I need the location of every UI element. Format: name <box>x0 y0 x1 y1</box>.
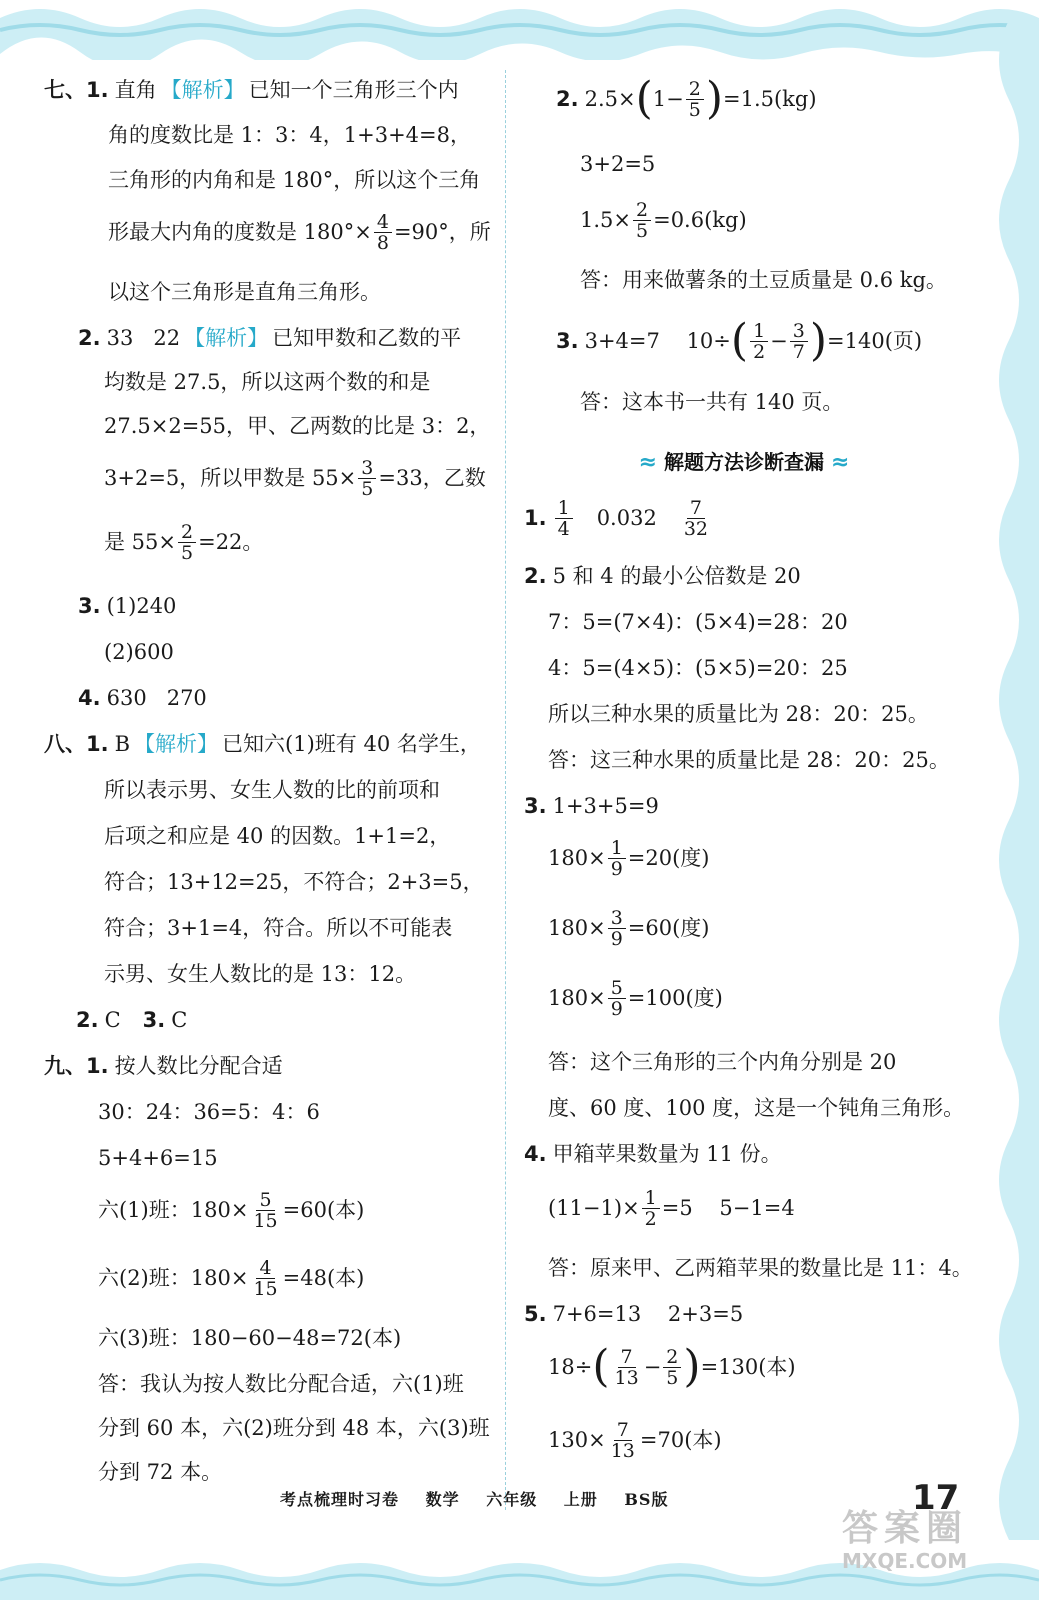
r2-line4 <box>580 268 947 292</box>
r2-line3 <box>580 198 747 242</box>
s8-q1-line1 <box>44 732 481 756</box>
text: 180× <box>548 846 606 870</box>
watermark-url: MXQE.COM <box>842 1549 968 1573</box>
s9-line7 <box>98 1372 464 1396</box>
analysis-tag: 【解析】 <box>134 732 219 756</box>
d2-line4 <box>548 702 929 726</box>
fraction <box>608 1420 638 1461</box>
text: 1.5× <box>580 208 631 232</box>
text: 六(3)班：180−60−48=72(本) <box>98 1326 402 1350</box>
numerator: 2 <box>633 200 651 221</box>
fraction <box>608 838 626 879</box>
s7-q4-line <box>78 686 207 710</box>
volume: 上册 <box>563 1490 598 1509</box>
s8-q1-line2 <box>104 778 440 802</box>
right-wave-border <box>979 20 1039 1540</box>
denominator: 15 <box>253 1277 278 1300</box>
numerator: 4 <box>256 1258 274 1279</box>
fraction <box>374 212 392 253</box>
text: (1)240 <box>106 594 177 618</box>
numerator: 7 <box>618 1347 636 1368</box>
numerator: 5 <box>608 978 626 999</box>
d3-line5 <box>548 1050 896 1074</box>
text: 180× <box>548 986 606 1010</box>
text: 已知甲数和乙数的平 <box>272 326 462 350</box>
wave-icon: ≈ <box>638 450 658 475</box>
s9-line2 <box>98 1100 320 1124</box>
s8-q2-q3-line <box>76 1008 187 1032</box>
text: 7：5=(7×4)：(5×4)=28：20 <box>548 610 848 634</box>
d3-line4 <box>548 976 723 1020</box>
text: =5 5−1=4 <box>661 1196 795 1220</box>
s7-q3-line1 <box>78 594 176 618</box>
text: 符合；3+1=4，符合。所以不可能表 <box>104 916 453 940</box>
r3-line2 <box>580 390 843 414</box>
s9-line8 <box>98 1416 490 1440</box>
s9-q1-line1 <box>44 1054 283 1078</box>
text: 答：这三种水果的质量比是 28：20：25。 <box>548 748 950 772</box>
d2-line5 <box>548 748 950 772</box>
text: 5+4+6=15 <box>98 1146 218 1170</box>
s9-line4 <box>98 1188 364 1232</box>
text: 2.5× <box>584 87 636 111</box>
d2-line2 <box>548 610 848 634</box>
d5-line3 <box>548 1418 722 1462</box>
text: =140(页) <box>827 329 923 353</box>
fraction <box>686 79 704 120</box>
text: 答：我认为按人数比分配合适，六(1)班 <box>98 1372 464 1396</box>
answer: C <box>104 1008 121 1032</box>
text: 所以三种水果的质量比为 28：20：25。 <box>548 702 929 726</box>
s9-line6 <box>98 1326 401 1350</box>
numerator: 1 <box>555 498 573 519</box>
column-divider <box>505 70 506 1510</box>
answer: B <box>114 732 131 756</box>
fraction <box>790 321 808 362</box>
section-8-q1-label: 八、1. <box>44 732 109 756</box>
r3-line1 <box>556 316 922 366</box>
s7-q1-line2 <box>108 123 471 147</box>
fraction <box>681 498 711 539</box>
heading-text: 解题方法诊断查漏 <box>664 450 824 474</box>
text: 130× <box>548 1428 606 1452</box>
text: 180× <box>548 916 606 940</box>
s7-q1-line5 <box>108 280 381 304</box>
numerator: 2 <box>663 1347 681 1368</box>
numerator: 1 <box>608 838 626 859</box>
text: 答：这本书一共有 140 页。 <box>580 390 844 414</box>
s7-q1-line3 <box>108 168 480 192</box>
denominator: 32 <box>683 517 708 540</box>
numerator: 3 <box>790 321 808 342</box>
s8-q1-line5 <box>104 916 452 940</box>
watermark <box>842 1500 1022 1590</box>
text: 是 55× <box>104 530 176 554</box>
denominator: 15 <box>253 1209 278 1232</box>
denominator: 2 <box>644 1207 657 1230</box>
d3-line1 <box>524 794 659 818</box>
denominator: 13 <box>610 1439 635 1462</box>
s9-line3 <box>98 1146 218 1170</box>
text: 答：这个三角形的三个内角分别是 20 <box>548 1050 897 1074</box>
section-heading <box>594 446 894 475</box>
minus: − <box>770 329 788 353</box>
answer: 33 22 <box>106 326 181 350</box>
q3-label: 3. <box>556 329 579 353</box>
q3-label: 3. <box>142 1008 166 1032</box>
d3-line2 <box>548 836 709 880</box>
d1-line <box>524 494 713 542</box>
fraction <box>555 498 573 539</box>
left-paren: ( <box>635 73 653 124</box>
fraction <box>750 321 768 362</box>
text: 形最大内角的度数是 180°× <box>108 220 372 244</box>
text: 度、60 度、100 度，这是一个钝角三角形。 <box>548 1096 965 1120</box>
text: 30：24：36=5：4：6 <box>98 1100 320 1124</box>
denominator: 8 <box>376 231 389 254</box>
top-wave-border <box>0 0 1039 60</box>
text: 以这个三角形是直角三角形。 <box>108 280 381 304</box>
text: 均数是 27.5，所以这两个数的和是 <box>104 370 431 394</box>
page-number: 17 <box>912 1478 960 1518</box>
minus: − <box>643 1355 662 1379</box>
grade: 六年级 <box>486 1490 538 1509</box>
s7-q2-line4 <box>104 458 486 498</box>
denominator: 5 <box>181 541 194 564</box>
numerator: 5 <box>256 1190 274 1211</box>
s8-q1-line3 <box>104 824 450 848</box>
q2-label: 2. <box>524 564 547 588</box>
d3-line6 <box>548 1096 964 1120</box>
text: 4：5=(4×5)：(5×5)=20：25 <box>548 656 848 680</box>
denominator: 7 <box>792 340 805 363</box>
d5-line1 <box>524 1302 743 1326</box>
s7-q1-line1 <box>44 78 459 102</box>
text: =60(度) <box>627 916 710 940</box>
denominator: 2 <box>753 340 766 363</box>
fraction <box>612 1347 642 1388</box>
wave-icon: ≈ <box>830 450 850 475</box>
d3-line3 <box>548 906 709 950</box>
denominator: 9 <box>610 857 623 880</box>
page-footer <box>280 1487 688 1510</box>
text: =48(本) <box>282 1266 365 1290</box>
right-paren: ) <box>809 315 828 366</box>
fraction <box>358 458 376 499</box>
fraction <box>633 200 651 241</box>
text: =100(度) <box>627 986 723 1010</box>
fraction <box>663 1347 681 1388</box>
fraction <box>608 908 626 949</box>
text: 符合；13+12=25，不符合；2+3=5， <box>104 870 484 894</box>
text: =33，乙数 <box>378 466 486 490</box>
text: 甲箱苹果数量为 11 份。 <box>552 1142 782 1166</box>
numerator: 3 <box>358 458 376 479</box>
text: 后项之和应是 40 的因数。1+1=2， <box>104 824 451 848</box>
text: 3+2=5 <box>580 152 656 176</box>
analysis-tag: 【解析】 <box>184 326 269 350</box>
text: 1− <box>652 87 684 111</box>
text: =70(本) <box>639 1428 722 1452</box>
d4-line1 <box>524 1142 782 1166</box>
numerator: 2 <box>686 79 704 100</box>
numerator: 1 <box>750 321 768 342</box>
text: 27.5×2=55，甲、乙两数的比是 3：2， <box>104 414 491 438</box>
q4-label: 4. <box>524 1142 547 1166</box>
q3-label: 3. <box>524 794 547 818</box>
q2-label: 2. <box>78 326 101 350</box>
q4-label: 4. <box>78 686 101 710</box>
text: (2)600 <box>104 640 174 664</box>
edition: BS版 <box>624 1490 669 1509</box>
q2-label: 2. <box>76 1008 99 1032</box>
denominator: 5 <box>636 219 649 242</box>
d2-line3 <box>548 656 848 680</box>
s7-q2-line5 <box>104 522 263 562</box>
numerator: 4 <box>374 212 392 233</box>
right-paren: ) <box>705 73 723 124</box>
denominator: 13 <box>614 1366 639 1389</box>
text: 分到 60 本，六(2)班分到 48 本，六(3)班 <box>98 1416 490 1440</box>
text: (11−1)× <box>548 1196 640 1220</box>
s8-q1-line4 <box>104 870 484 894</box>
text: =130(本) <box>700 1355 796 1379</box>
d4-line3 <box>548 1256 973 1280</box>
section-7-q1-label: 七、1. <box>44 78 109 102</box>
denominator: 5 <box>666 1366 679 1389</box>
denominator: 4 <box>557 517 570 540</box>
text: =22。 <box>198 530 264 554</box>
right-paren: ) <box>683 1341 701 1392</box>
answer: C <box>171 1008 188 1032</box>
s7-q2-line1 <box>78 326 461 350</box>
text: 7+6=13 2+3=5 <box>552 1302 744 1326</box>
text: 角的度数比是 1：3：4，1+3+4=8， <box>108 123 471 147</box>
d2-line1 <box>524 564 801 588</box>
q2-label: 2. <box>556 87 579 111</box>
text: 三角形的内角和是 180°，所以这个三角 <box>108 168 481 192</box>
s8-q1-line6 <box>104 962 416 986</box>
text: =0.6(kg) <box>653 208 747 232</box>
text: 分到 72 本。 <box>98 1460 223 1484</box>
text: 630 270 <box>106 686 207 710</box>
s9-line5 <box>98 1256 364 1300</box>
watermark-text: 答案圈 <box>842 1508 969 1549</box>
text: 答：用来做薯条的土豆质量是 0.6 kg。 <box>580 268 947 292</box>
analysis-tag: 【解析】 <box>160 78 245 102</box>
text: 六(1)班：180× <box>98 1198 249 1222</box>
book-title: 考点梳理时习卷 <box>280 1490 400 1509</box>
r2-line1 <box>556 74 817 124</box>
section-9-q1-label: 九、1. <box>44 1054 109 1078</box>
text: =60(本) <box>282 1198 365 1222</box>
text: 0.032 <box>596 506 657 530</box>
s7-q3-line2 <box>104 640 174 664</box>
text: =1.5(kg) <box>723 87 817 111</box>
fraction <box>608 978 626 1019</box>
denominator: 5 <box>361 477 374 500</box>
d4-line2 <box>548 1186 795 1230</box>
numerator: 1 <box>642 1188 660 1209</box>
left-paren: ( <box>592 1341 610 1392</box>
denominator: 5 <box>688 98 701 121</box>
text: 3+2=5，所以甲数是 55× <box>104 466 357 490</box>
q3-label: 3. <box>78 594 101 618</box>
numerator: 2 <box>178 522 196 543</box>
d5-line2 <box>548 1342 796 1392</box>
numerator: 7 <box>614 1420 632 1441</box>
text: 答：原来甲、乙两箱苹果的数量比是 11：4。 <box>548 1256 973 1280</box>
fraction <box>178 522 196 563</box>
s9-line9 <box>98 1460 222 1484</box>
text: 5 和 4 的最小公倍数是 20 <box>552 564 801 588</box>
answer: 直角 <box>114 78 157 102</box>
fraction <box>250 1190 280 1231</box>
fraction <box>250 1258 280 1299</box>
fraction <box>642 1188 660 1229</box>
text: 已知六(1)班有 40 名学生， <box>222 732 481 756</box>
denominator: 9 <box>610 997 623 1020</box>
text: 示男、女生人数比的是 13：12。 <box>104 962 417 986</box>
text: 已知一个三角形三个内 <box>248 78 459 102</box>
text: 18÷ <box>548 1355 593 1379</box>
text: 所以表示男、女生人数的比的前项和 <box>104 778 440 802</box>
q1-label: 1. <box>524 506 547 530</box>
numerator: 3 <box>608 908 626 929</box>
text: =90°，所 <box>393 220 491 244</box>
s7-q2-line2 <box>104 370 430 394</box>
r2-line2 <box>580 152 655 176</box>
s7-q2-line3 <box>104 414 490 438</box>
text: 按人数比分配合适 <box>114 1054 283 1078</box>
text: 3+4=7 10÷ <box>584 329 731 353</box>
text: 1+3+5=9 <box>552 794 659 818</box>
subject: 数学 <box>425 1490 460 1509</box>
q5-label: 5. <box>524 1302 547 1326</box>
text: 六(2)班：180× <box>98 1266 249 1290</box>
numerator: 7 <box>687 498 705 519</box>
text: =20(度) <box>627 846 710 870</box>
s7-q1-line4 <box>108 212 491 252</box>
left-paren: ( <box>730 315 749 366</box>
denominator: 9 <box>610 927 623 950</box>
